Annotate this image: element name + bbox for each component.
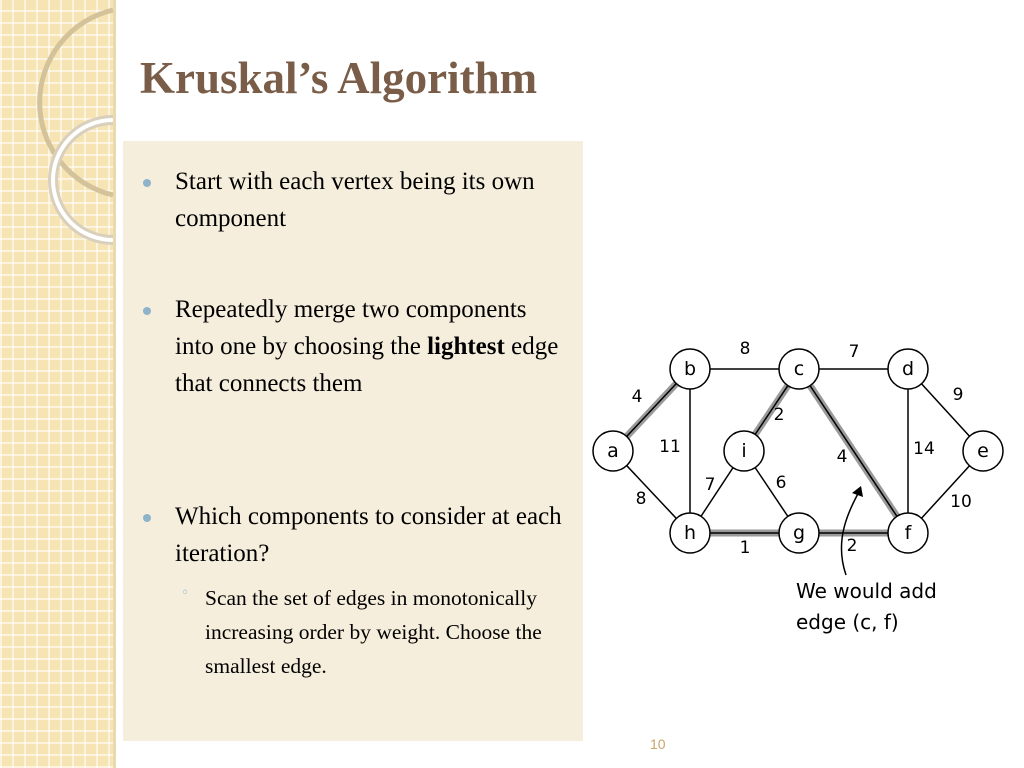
bullet-text: Start with each vertex being its own component — [175, 168, 535, 232]
vertex-label-h: h — [683, 522, 697, 544]
edge-weight-b-c: 8 — [739, 339, 751, 359]
sub-bullet-marker: ◦ — [181, 585, 190, 601]
edge-weight-d-e: 9 — [952, 385, 964, 405]
bullet-text-end: edge that connects them — [175, 333, 559, 397]
edge-weight-h-i: 7 — [704, 475, 716, 495]
vertex-label-g: g — [792, 522, 806, 544]
bullet-dot — [143, 179, 151, 187]
sub-bullet-text: Scan the set of edges in monotonically increasing order by weight. Choose the smallest edge. — [205, 586, 542, 678]
edge-weight-g-f: 2 — [846, 536, 858, 556]
slide-title: Kruskal’s Algorithm — [140, 53, 538, 103]
edge-c-f — [799, 369, 908, 533]
vertex-label-f: f — [904, 522, 912, 544]
vertex-label-c: c — [793, 358, 805, 380]
bullet-dot — [143, 514, 151, 522]
vertex-label-d: d — [901, 358, 915, 380]
annotation-text: edge (c, f) — [796, 610, 899, 634]
edge-weight-d-f: 14 — [913, 439, 935, 459]
content-panel — [123, 141, 583, 741]
edge-weight-c-d: 7 — [848, 342, 860, 362]
bullet-dot — [143, 307, 151, 315]
edge-weight-e-f: 10 — [950, 492, 972, 512]
edge-weight-c-i: 2 — [773, 405, 785, 425]
edge-weight-a-h: 8 — [635, 489, 647, 509]
bullet-emphasis: lightest — [427, 333, 505, 360]
bullet-text — [175, 291, 565, 402]
vertex-label-a: a — [607, 440, 619, 462]
edge-weight-c-f: 4 — [836, 447, 848, 467]
graph-diagram — [580, 330, 1010, 650]
annotation-text: We would add — [796, 579, 937, 603]
edge-weight-a-b: 4 — [631, 387, 643, 407]
vertex-label-b: b — [683, 358, 697, 380]
vertex-label-i: i — [741, 440, 747, 462]
edge-weight-b-h: 11 — [659, 437, 681, 457]
vertex-label-e: e — [977, 440, 989, 462]
slide-number: 10 — [650, 736, 666, 752]
edge-weight-h-g: 1 — [739, 538, 751, 558]
bullet-text-start: Repeatedly merge two components into one by choosing the — [175, 296, 527, 360]
edge-weight-i-g: 6 — [775, 473, 787, 493]
bullet-text: Which components to consider at each iteration? — [175, 503, 562, 567]
